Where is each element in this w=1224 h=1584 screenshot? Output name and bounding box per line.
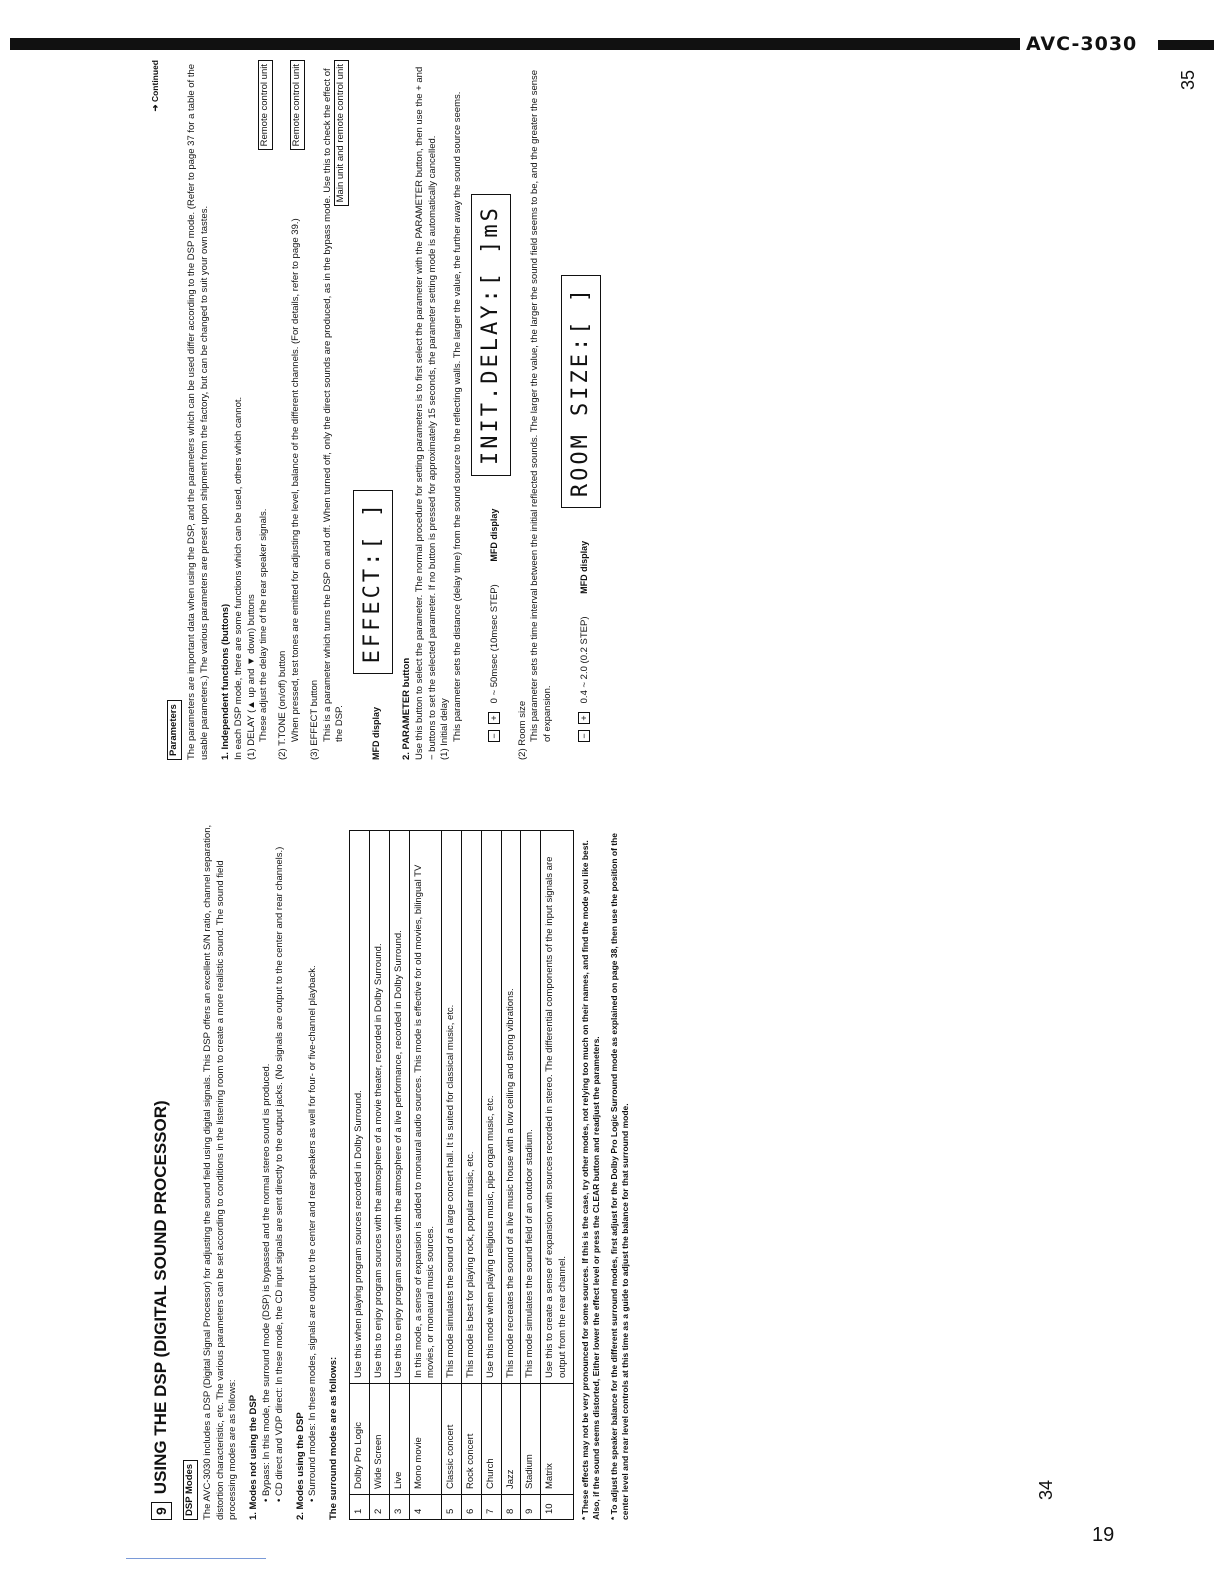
surround-modes-table (349, 830, 574, 1520)
initial-delay-title: (1) Initial delay (439, 698, 451, 760)
mode-description: Use this to enjoy program sources with the atmosphere of a movie theater, recorded in Dolby Surround. (369, 831, 389, 1384)
continued-label: ➜ Continued (150, 60, 160, 112)
init-step: (10msec STEP) (488, 584, 500, 652)
ttone-text: When pressed, test tones are emitted for adjusting the level, balance of the different channels. (For details, refer to page 39.) Remote control unit (290, 60, 303, 742)
room-size-row (561, 60, 601, 742)
remote-label-1: Remote control unit (258, 60, 273, 150)
room-size-text: This parameter sets the time interval between the initial reflected sounds. The larger the value, the larger the sound field seems to be, and the greater the sense of expansion. (529, 69, 554, 742)
mode-name: Matrix (541, 1384, 574, 1495)
parameter-text: Use this button to select the parameter. The normal procedure for setting parameters is to first select the parameter with the PARAMETER button, then use the + and − buttons to set the selected parameter. If no button is pressed for approximately 15 seconds, the parameter setting mode is automatically cancelled. (413, 66, 438, 760)
section-title-text: USING THE DSP (DIGITAL SOUND PROCESSOR) (151, 1100, 170, 1495)
mode-name: Wide Screen (369, 1384, 389, 1495)
page-number-left: 34 (1036, 1479, 1056, 1500)
mode-number: 6 (461, 1495, 481, 1520)
page-number-right: 35 (1178, 69, 1198, 90)
table-row (541, 831, 574, 1520)
mode-description: Use this to create a sense of expansion with sources recorded in stereo. The differential components of the input signals are output from the rear channel. (541, 831, 574, 1384)
table-row (461, 831, 481, 1520)
mode-number: 5 (442, 1495, 462, 1520)
parameters-tag: Parameters (167, 700, 182, 760)
remote-label-2: Remote control unit (290, 60, 305, 150)
table-row (442, 831, 462, 1520)
heading-independent: 1. Independent functions (buttons) (219, 603, 231, 760)
mode-name: Dolby Pro Logic (350, 1384, 370, 1495)
mode-name: Church (481, 1384, 501, 1495)
init-range: 0 ~ 50msec (488, 653, 500, 704)
plus-icon: + (578, 712, 590, 724)
mode-name: Live (389, 1384, 409, 1495)
intro-text: The AVC-3030 includes a DSP (Digital Signal Processor) for adjusting the sound field using digital signals. This DSP offers an excellent S/N ratio, channel separation, distortion characteristic, etc. The various parameters can be set according to conditions in the listening room to create a more realistic sound. The sound field processing modes are as follows: (201, 824, 239, 1520)
bypass-text: • Bypass: In this mode, the surround mode (DSP) is bypassed and the normal stereo sound is produced. (261, 1063, 272, 1502)
effect-title: (3) EFFECT button (308, 679, 320, 760)
table-row (369, 831, 389, 1520)
init-delay-lcd: INIT.DELAY:[ ]mS (471, 194, 511, 476)
mode-name: Stadium (521, 1384, 541, 1495)
mode-name: Jazz (501, 1384, 521, 1495)
mode-description: This mode simulates the sound field of an outdoor stadium. (521, 831, 541, 1384)
independent-text: In each DSP mode, there are some functions which can be used, others which cannot. (232, 396, 244, 760)
mfd-label-effect: MFD display (371, 706, 382, 760)
right-column (150, 60, 601, 760)
heading-modes-dsp: 2. Modes using the DSP (294, 1412, 306, 1520)
mode-description: Use this when playing program sources recorded in Dolby Surround. (350, 831, 370, 1384)
effect-display-row (353, 60, 393, 760)
mode-number: 1 (350, 1495, 370, 1520)
mode-description: Use this to enjoy program sources with the atmosphere of a live performance, recorded in Dolby Surround. (389, 831, 409, 1384)
delay-text: These adjust the delay time of the rear speaker signals. Remote control unit (258, 60, 271, 742)
left-column (150, 820, 632, 1520)
effect-lcd: EFFECT:[ ] (353, 490, 393, 674)
mode-number: 10 (541, 1495, 574, 1520)
mode-number: 4 (409, 1495, 442, 1520)
mode-description: This mode recreates the sound of a live music house with a low ceiling and strong vibrations. (501, 831, 521, 1384)
plus-icon: + (488, 712, 500, 724)
mode-number: 3 (389, 1495, 409, 1520)
effect-text: This is a parameter which turns the DSP on and off. When turned off, only the direct sounds are produced, as in the bypass mode. Use this to check the effect of the DSP. Main unit and remote control unit (322, 60, 348, 742)
section-title (150, 820, 173, 1520)
mode-description: This mode simulates the sound of a large concert hall. It is suited for classical music, etc. (442, 831, 462, 1384)
mode-description: Use this mode when playing religious music, pipe organ music, etc. (481, 831, 501, 1384)
mode-name: Rock concert (461, 1384, 481, 1495)
table-row (521, 831, 541, 1520)
cd-direct-text: • CD direct and VDP direct: In these mode, the CD input signals are sent directly to the output jacks. (No signals are output to the center and rear channels.) (273, 846, 285, 1502)
mfd-label-delay: MFD display (488, 508, 499, 562)
ttone-title: (2) T.TONE (on/off) button (277, 650, 289, 760)
minus-icon: − (578, 730, 590, 742)
delay-title: (1) DELAY (▲ up and ▼ down) buttons (245, 594, 257, 760)
mfd-label-room: MFD display (579, 540, 590, 594)
minus-icon: − (488, 730, 500, 742)
mode-number: 9 (521, 1495, 541, 1520)
model-name: AVC-3030 (1026, 33, 1138, 55)
init-delay-row (471, 60, 511, 742)
mode-number: 7 (481, 1495, 501, 1520)
header-bar-end (1158, 40, 1214, 50)
dsp-modes-tag: DSP Modes (183, 1460, 198, 1520)
heading-modes-not-dsp: 1. Modes not using the DSP (248, 1394, 260, 1520)
table-row (389, 831, 409, 1520)
mode-description: This mode is best for playing rock, popular music, etc. (461, 831, 481, 1384)
table-row (409, 831, 442, 1520)
footer-page-number: 19 (1092, 1524, 1115, 1546)
link-underline (126, 1558, 266, 1559)
section-number: 9 (151, 1502, 172, 1520)
room-size-lcd: ROOM SIZE:[ ] (561, 275, 601, 508)
rotated-page (150, 60, 1050, 1520)
room-size-title: (2) Room size (516, 700, 528, 760)
table-heading: The surround modes are as follows: (328, 1356, 340, 1520)
surround-text: • Surround modes: In these modes, signals are output to the center and rear speakers as well for four- or five-channel playback. (307, 965, 319, 1502)
header-bar (10, 38, 1020, 50)
note-balance: * To adjust the speaker balance for the different surround modes, first adjust for the Dolby Pro Logic Surround mode as explained on page 38, then use the position of the center level and rear level controls at this time as a guide to adjust the balance for that surround mode. (608, 832, 631, 1520)
table-row (350, 831, 370, 1520)
main-remote-label: Main unit and remote control unit (334, 60, 349, 206)
mode-description: In this mode, a sense of expansion is added to monaural audio sources. This mode is effective for old movies, bilingual TV movies, or monaural music sources. (409, 831, 442, 1384)
table-row (501, 831, 521, 1520)
mode-number: 2 (369, 1495, 389, 1520)
initial-delay-text: This parameter sets the distance (delay time) from the sound source to the reflecting walls. The larger the value, the further away the sound source seems. (452, 91, 464, 742)
parameters-intro: The parameters are important data when using the DSP, and the parameters which can be used differ according to the DSP mode. (Refer to page 37 for a table of the usable parameters.) The various parameters are preset upon shipment from the factory, but can be changed to suit your own tastes. (186, 63, 211, 760)
mode-name: Mono movie (409, 1384, 442, 1495)
note-effects: * These effects may not be very pronounced for some sources. If this is the case, try other modes, not relying too much on their names, and find the mode you like best. Also, if the sound seems distorted, Either lower the effect level or press the CLEAR button and readjust the parameters. (579, 840, 602, 1520)
heading-parameter: 2. PARAMETER button (400, 657, 412, 760)
table-row (481, 831, 501, 1520)
mode-name: Classic concert (442, 1384, 462, 1495)
mode-number: 8 (501, 1495, 521, 1520)
room-range: 0.4 ~ 2.0 (579, 666, 591, 704)
room-step: (0.2 STEP) (579, 616, 591, 664)
